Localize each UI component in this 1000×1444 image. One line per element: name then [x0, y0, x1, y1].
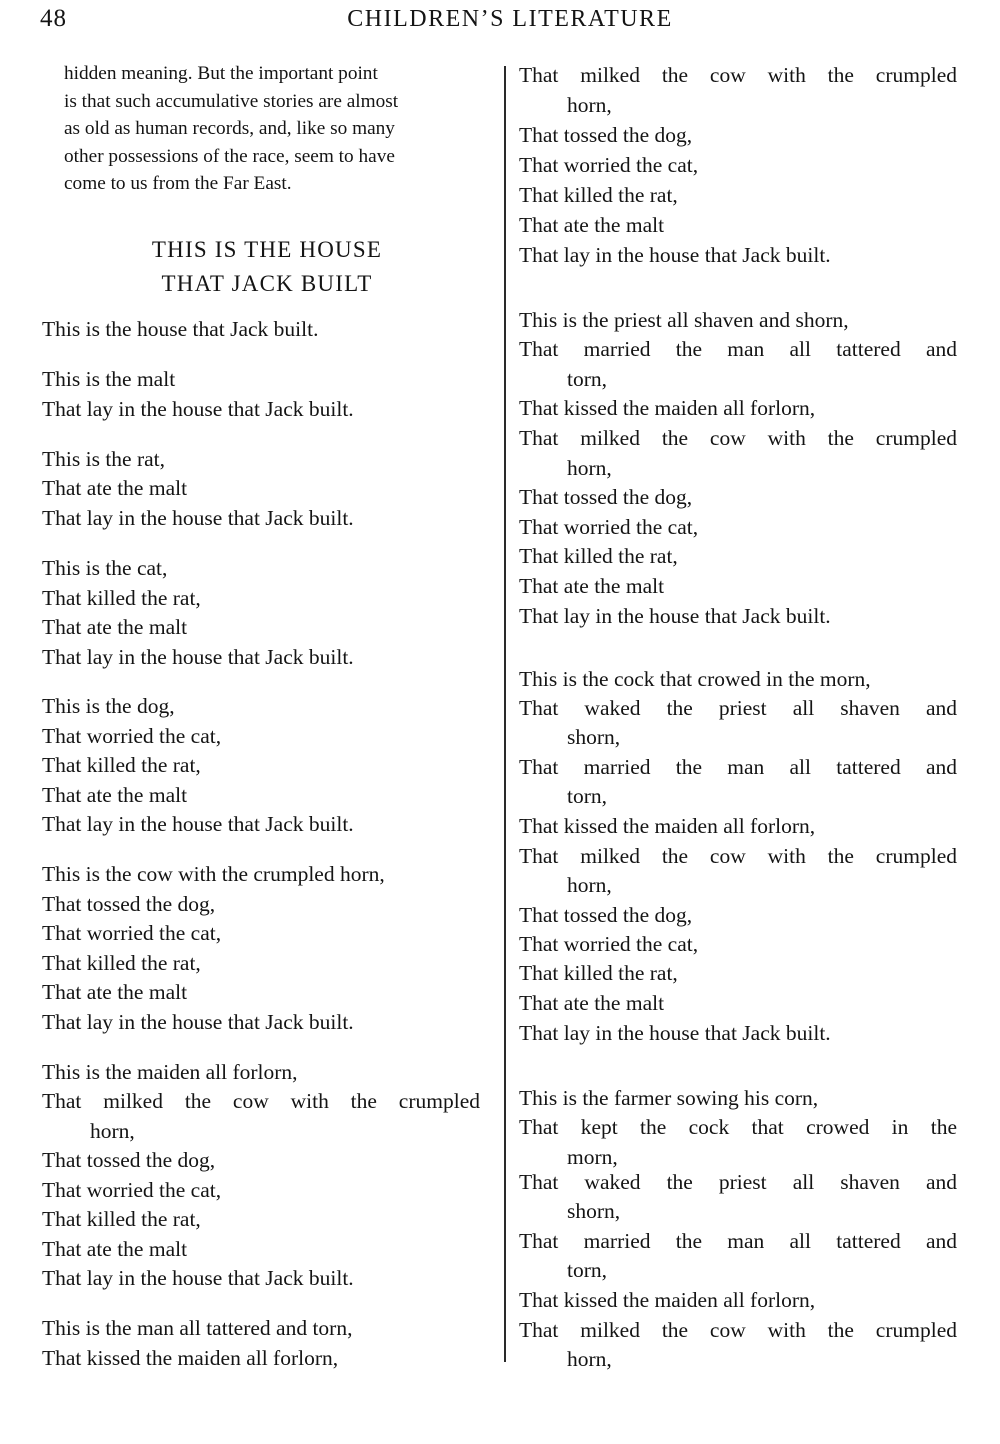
- poem-line: That tossed the dog,: [519, 123, 693, 147]
- poem-line: horn,: [567, 1347, 612, 1371]
- poem-line: morn,: [567, 1145, 618, 1169]
- poem-line: That ate the malt: [42, 476, 188, 500]
- poem-line: That killed the rat,: [42, 586, 201, 610]
- poem-line: This is the farmer sowing his corn,: [519, 1086, 819, 1110]
- running-head: CHILDREN’S LITERATURE: [347, 6, 673, 32]
- poem-line: That worried the cat,: [42, 1178, 222, 1202]
- poem-line: That tossed the dog,: [42, 1148, 216, 1172]
- poem-line: That married the man all tattered and: [519, 1229, 957, 1253]
- poem-line: horn,: [567, 456, 612, 480]
- column-divider: [504, 66, 506, 1362]
- poem-line: That waked the priest all shaven and: [519, 696, 957, 720]
- poem-line: That lay in the house that Jack built.: [519, 243, 831, 267]
- poem-line: That ate the malt: [42, 980, 188, 1004]
- poem-line: That tossed the dog,: [519, 903, 693, 927]
- poem-line: That lay in the house that Jack built.: [42, 506, 354, 530]
- poem-line: That killed the rat,: [42, 951, 201, 975]
- poem-line: This is the cow with the crumpled horn,: [42, 862, 385, 886]
- poem-title-line: THAT JACK BUILT: [161, 271, 373, 296]
- intro-line: hidden meaning. But the important point: [64, 63, 378, 84]
- poem-line: That lay in the house that Jack built.: [42, 812, 354, 836]
- poem-line: This is the cock that crowed in the morn,: [519, 667, 871, 691]
- poem-line: That ate the malt: [519, 213, 665, 237]
- poem-line: That waked the priest all shaven and: [519, 1170, 957, 1194]
- poem-line: That kept the cock that crowed in the: [519, 1115, 957, 1139]
- poem-line: That ate the malt: [519, 574, 665, 598]
- poem-line: This is the malt: [42, 367, 176, 391]
- intro-line: other possessions of the race, seem to have: [64, 145, 395, 167]
- poem-line: That lay in the house that Jack built.: [42, 1266, 354, 1290]
- poem-line: torn,: [567, 784, 608, 808]
- poem-line: That kissed the maiden all forlorn,: [519, 814, 816, 838]
- intro-line: is that such accumulative stories are almost: [64, 90, 399, 112]
- intro-line: come to us from the Far East.: [64, 173, 292, 194]
- poem-line: This is the house that Jack built.: [42, 317, 319, 341]
- poem-line: That kissed the maiden all forlorn,: [519, 1288, 816, 1312]
- poem-line: That killed the rat,: [519, 544, 678, 568]
- poem-line: That killed the rat,: [42, 1207, 201, 1231]
- poem-line: This is the dog,: [42, 694, 175, 718]
- poem-line: This is the maiden all forlorn,: [42, 1060, 298, 1084]
- poem-line: This is the rat,: [42, 447, 166, 471]
- poem-line: That killed the rat,: [519, 183, 678, 207]
- poem-line: That lay in the house that Jack built.: [42, 397, 354, 421]
- poem-line: horn,: [90, 1119, 135, 1143]
- poem-line: That ate the malt: [42, 783, 188, 807]
- poem-line: That lay in the house that Jack built.: [42, 1010, 354, 1034]
- intro-paragraph: [64, 60, 494, 198]
- poem-line: That ate the malt: [42, 615, 188, 639]
- poem-line: That worried the cat,: [519, 515, 699, 539]
- poem-line: That milked the cow with the crumpled: [519, 1318, 957, 1342]
- poem-line: This is the cat,: [42, 556, 168, 580]
- poem-line: That kissed the maiden all forlorn,: [519, 396, 816, 420]
- poem-line: That worried the cat,: [42, 921, 222, 945]
- poem-line: That married the man all tattered and: [519, 755, 957, 779]
- poem-line: torn,: [567, 367, 608, 391]
- poem-line: This is the man all tattered and torn,: [42, 1316, 353, 1340]
- poem-line: That lay in the house that Jack built.: [42, 645, 354, 669]
- poem-line: That lay in the house that Jack built.: [519, 1021, 831, 1045]
- intro-line: as old as human records, and, like so many: [64, 118, 395, 139]
- poem-line: That killed the rat,: [42, 753, 201, 777]
- poem-line: That married the man all tattered and: [519, 337, 957, 361]
- poem-line: torn,: [567, 1258, 608, 1282]
- poem-line: That milked the cow with the crumpled: [42, 1089, 480, 1113]
- poem-line: That tossed the dog,: [519, 485, 693, 509]
- poem-line: That ate the malt: [519, 991, 665, 1015]
- poem-line: That worried the cat,: [519, 932, 699, 956]
- page-number: 48: [40, 5, 67, 32]
- poem-line: That killed the rat,: [519, 961, 678, 985]
- poem-line: That tossed the dog,: [42, 892, 216, 916]
- poem-line: That kissed the maiden all forlorn,: [42, 1346, 339, 1370]
- poem-line: This is the priest all shaven and shorn,: [519, 308, 849, 332]
- poem-line: shorn,: [567, 725, 621, 749]
- poem-title-line: THIS IS THE HOUSE: [151, 237, 383, 262]
- poem-line: That milked the cow with the crumpled: [519, 426, 957, 450]
- poem-line: That worried the cat,: [42, 724, 222, 748]
- poem-line: That milked the cow with the crumpled: [519, 63, 957, 87]
- poem-line: horn,: [567, 873, 612, 897]
- poem-line: shorn,: [567, 1199, 621, 1223]
- poem-line: That ate the malt: [42, 1237, 188, 1261]
- poem-line: horn,: [567, 93, 612, 117]
- poem-line: That milked the cow with the crumpled: [519, 844, 957, 868]
- poem-line: That worried the cat,: [519, 153, 699, 177]
- poem-line: That lay in the house that Jack built.: [519, 604, 831, 628]
